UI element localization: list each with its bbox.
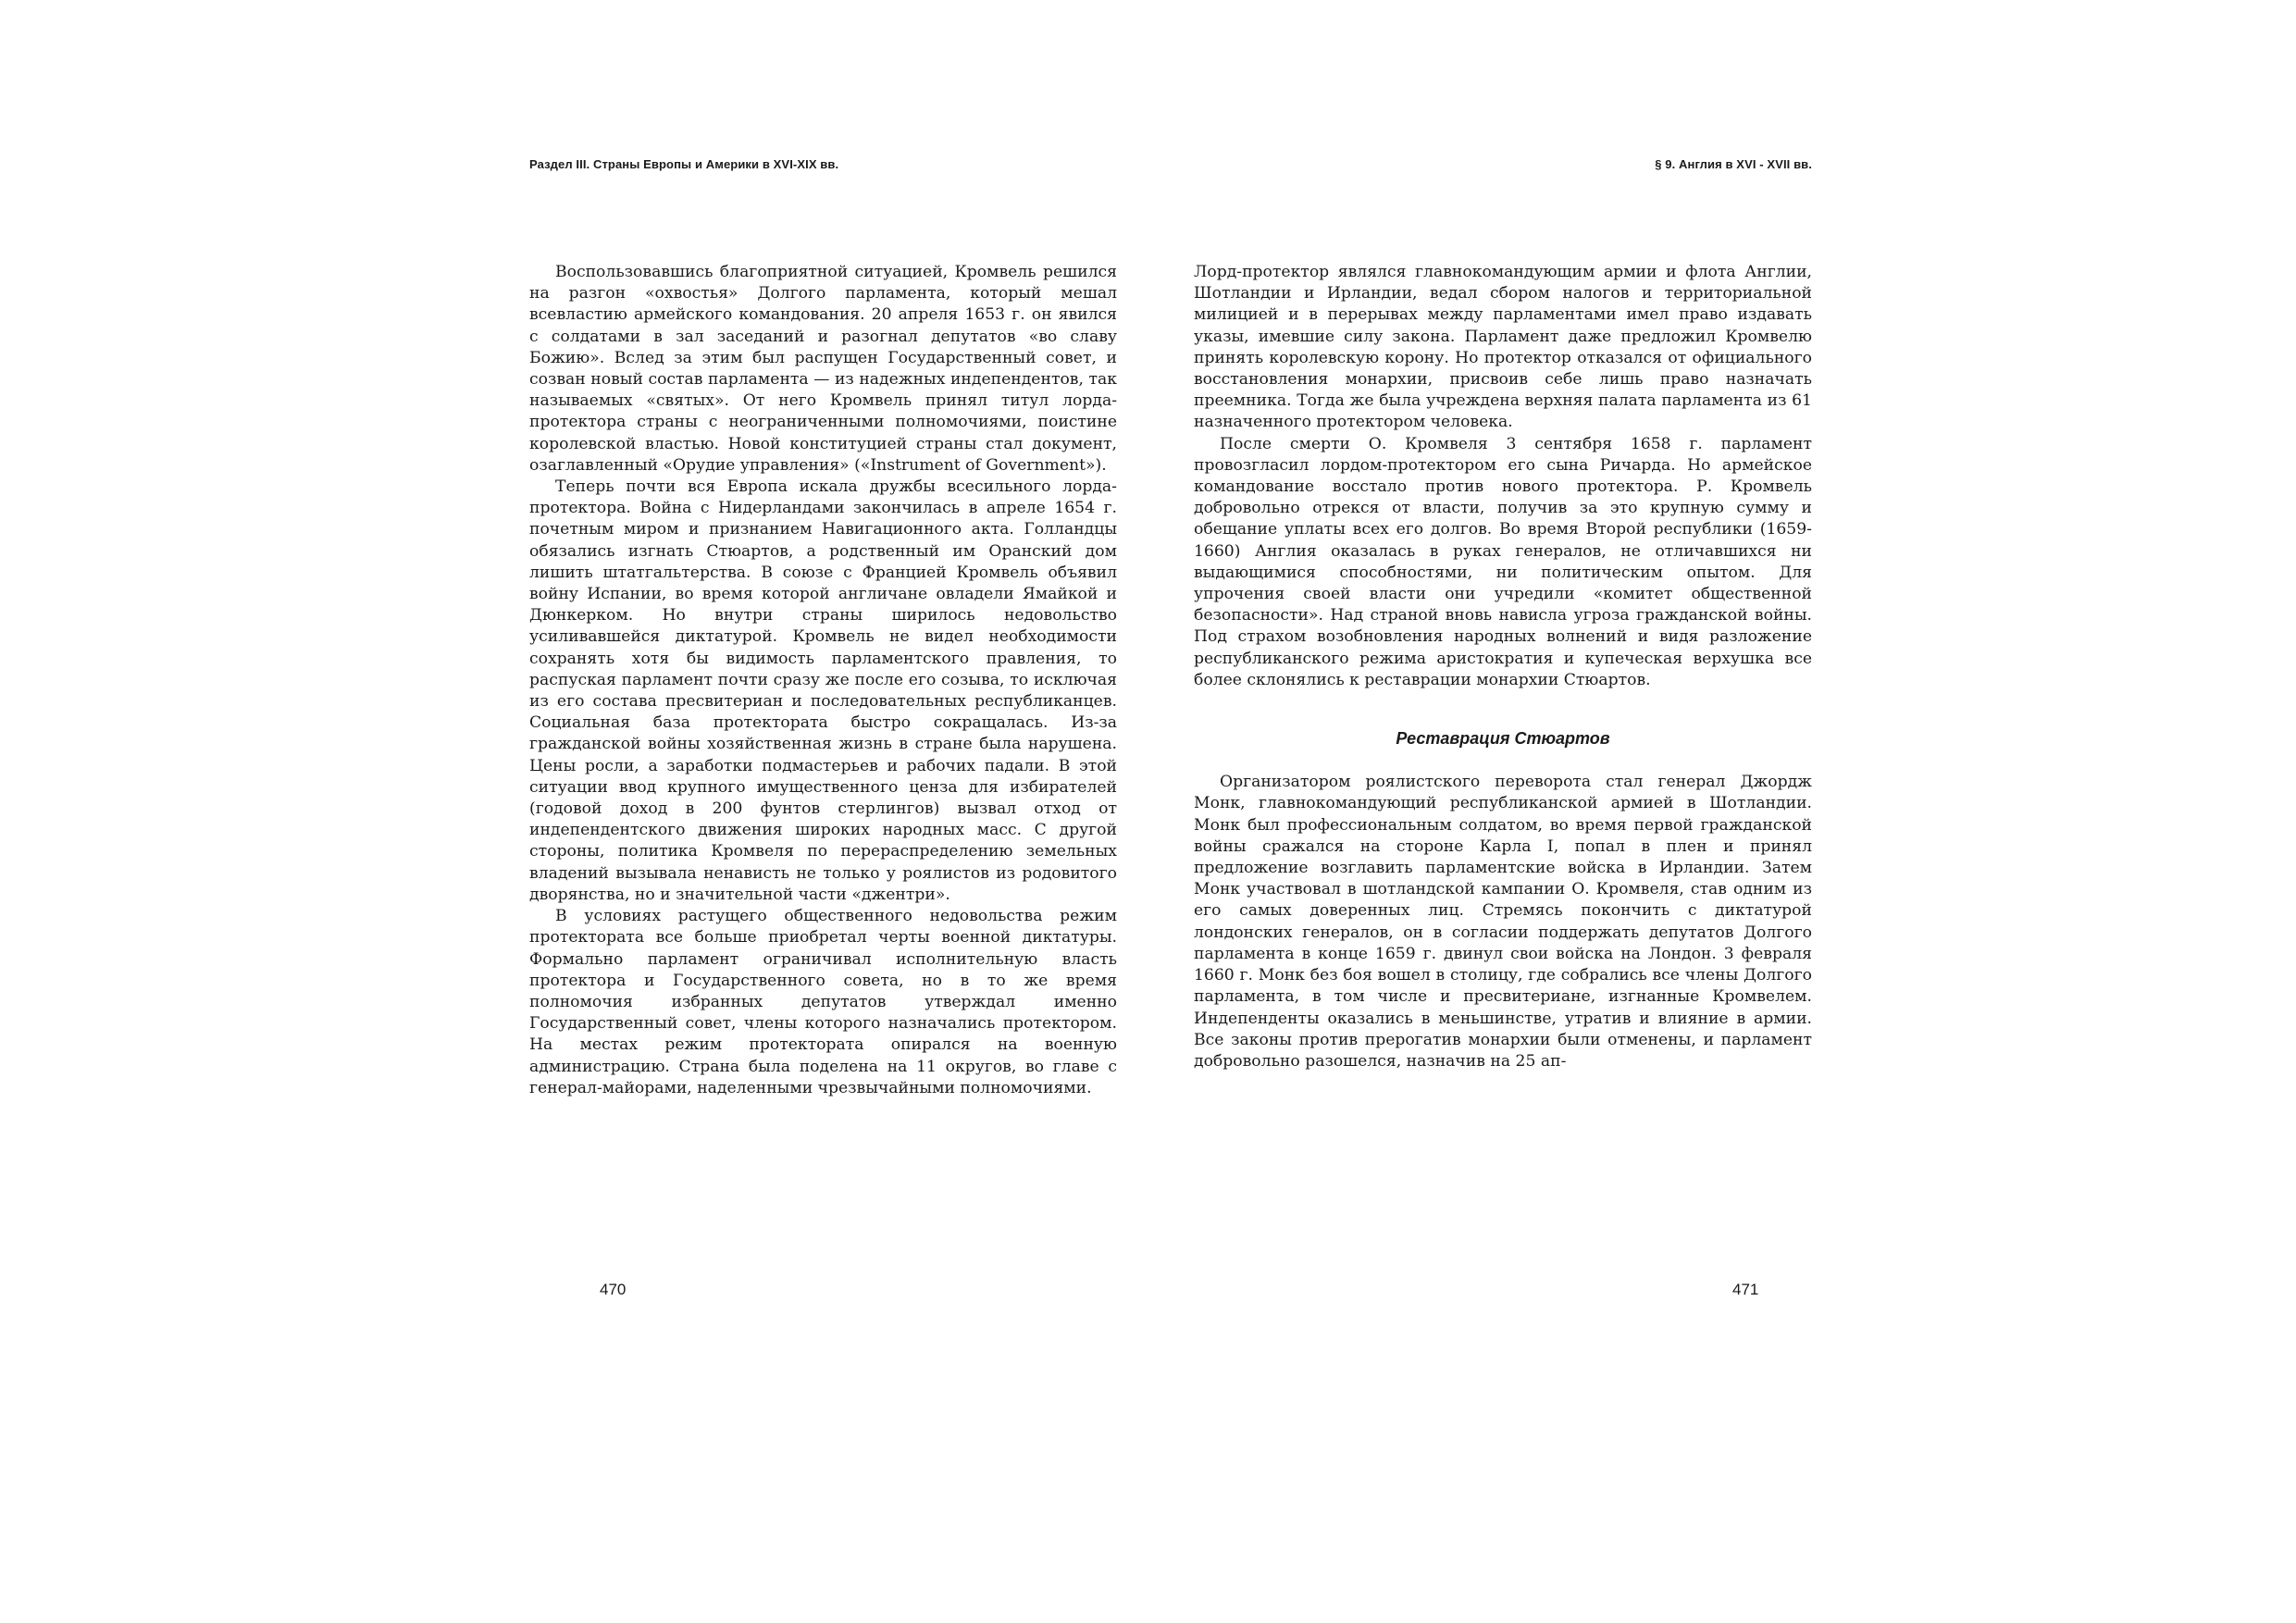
left-paragraph-2: Теперь почти вся Европа искала дружбы всесильного лорда-протектора. Война с Нидерландами закончилась в апреле 1654 г. почетным миром и признанием Навигационного акта. Голландцы обязались изгнать Стюартов, а родственный им Оранский дом лишить штатгальтерства. В союзе с Францией Кромвель объявил войну Испании, во время которой англичане овладели Ямайкой и Дюнкерком. Но внутри страны ширилось недовольство усиливавшейся диктатурой. Кромвель не видел необходимости сохранять хотя бы видимость парламентского правления, то распуская парламент почти сразу же после его созыва, то исключая из его состава пресвитериан и последовательных республиканцев. Социальная база протектората быстро сокращалась. Из-за гражданской войны хозяйственная жизнь в стране была нарушена. Цены росли, а заработки подмастерьев и рабочих падали. В этой ситуации ввод крупного имущественного ценза для избирателей (годовой доход в 200 фунтов стерлингов) вызвал отход от индепендентского движения широких народных масс. С другой стороны, политика Кромвеля по перераспределению земельных владений вызывала ненависть не только у роялистов из родовитого дворянства, но и значительной части «джентри». (529, 477, 1117, 904)
right-page (1194, 0, 1812, 1623)
right-running-head: § 9. Англия в XVI - XVII вв. (1655, 157, 1812, 171)
left-running-head: Раздел III. Страны Европы и Америки в XVI-XIX вв. (529, 157, 839, 171)
left-page (529, 0, 1117, 1623)
section-heading: Реставрация Стюартов (1396, 729, 1610, 749)
left-page-number: 470 (600, 1281, 627, 1298)
left-body-text (529, 262, 1117, 1099)
right-body-text (1194, 262, 1812, 1072)
right-paragraph-2: После смерти О. Кромвеля 3 сентября 1658 г. парламент провозгласил лордом-протектором его сына Ричарда. Но армейское командование восстало против нового протектора. Р. Кромвель добровольно отрекся от власти, получив за это крупную сумму и обещание уплаты всех его долгов. Во время Второй республики (1659-1660) Англия оказалась в руках генералов, не отличавшихся ни выдающимися способностями, ни политическим опытом. Для упрочения своей власти они учредили «комитет общественной безопасности». Над страной вновь нависла угроза гражданской войны. Под страхом возобновления народных волнений и видя разложение республиканского режима аристократия и купеческая верхушка все более склонялись к реставрации монархии Стюартов. (1194, 434, 1812, 689)
right-paragraph-3: Организатором роялистского переворота стал генерал Джордж Монк, главнокомандующий республиканской армией в Шотландии. Монк был профессиональным солдатом, во время первой гражданской войны сражался на стороне Карла I, попал в плен и принял предложение возглавить парламентские войска в Ирландии. Затем Монк участвовал в шотландской кампании О. Кромвеля, став одним из его самых доверенных лиц. Стремясь покончить с диктатурой лондонских генералов, он в согласии поддержать депутатов Долгого парламента в конце 1659 г. двинул свои войска на Лондон. 3 февраля 1660 г. Монк без боя вошел в столицу, где собрались все члены Долгого парламента, в том числе и пресвитериане, изгнанные Кромвелем. Индепенденты оказались в меньшинстве, утратив и влияние в армии. Все законы против прерогатив монархии были отменены, и парламент добровольно разошелся, назначив на 25 ап- (1194, 773, 1812, 1071)
left-paragraph-1: Воспользовавшись благоприятной ситуацией, Кромвель решился на разгон «охвостья» Долгого парламента, который мешал всевластию армейского командования. 20 апреля 1653 г. он явился с солдатами в зал заседаний и разогнал депутатов «во славу Божию». Вслед за этим был распущен Государственный совет, и созван новый состав парламента — из надежных индепендентов, так называемых «святых». От него Кромвель принял титул лорда-протектора страны с неограниченными полномочиями, поистине королевской властью. Новой конституцией страны стал документ, озаглавленный «Орудие управления» («Instrument of Government»). (529, 263, 1117, 475)
right-page-number: 471 (1732, 1281, 1759, 1298)
right-paragraph-1: Лорд-протектор являлся главнокомандующим армии и флота Англии, Шотландии и Ирландии, ведал сбором налогов и территориальной милицией и в перерывах между парламентами имел право издавать указы, имевшие силу закона. Парламент даже предложил Кромвелю принять королевскую корону. Но протектор отказался от официального восстановления монархии, присвоив себе лишь право назначать преемника. Тогда же была учреждена верхняя палата парламента из 61 назначенного протектором человека. (1194, 263, 1812, 432)
left-paragraph-3: В условиях растущего общественного недовольства режим протектората все больше приобретал черты военной диктатуры. Формально парламент ограничивал исполнительную власть протектора и Государственного совета, но в то же время полномочия избранных депутатов утверждал именно Государственный совет, члены которого назначались протектором. На местах режим протектората опирался на военную администрацию. Страна была поделена на 11 округов, во главе с генерал-майорами, наделенными чрезвычайными полномочиями. (529, 907, 1117, 1097)
